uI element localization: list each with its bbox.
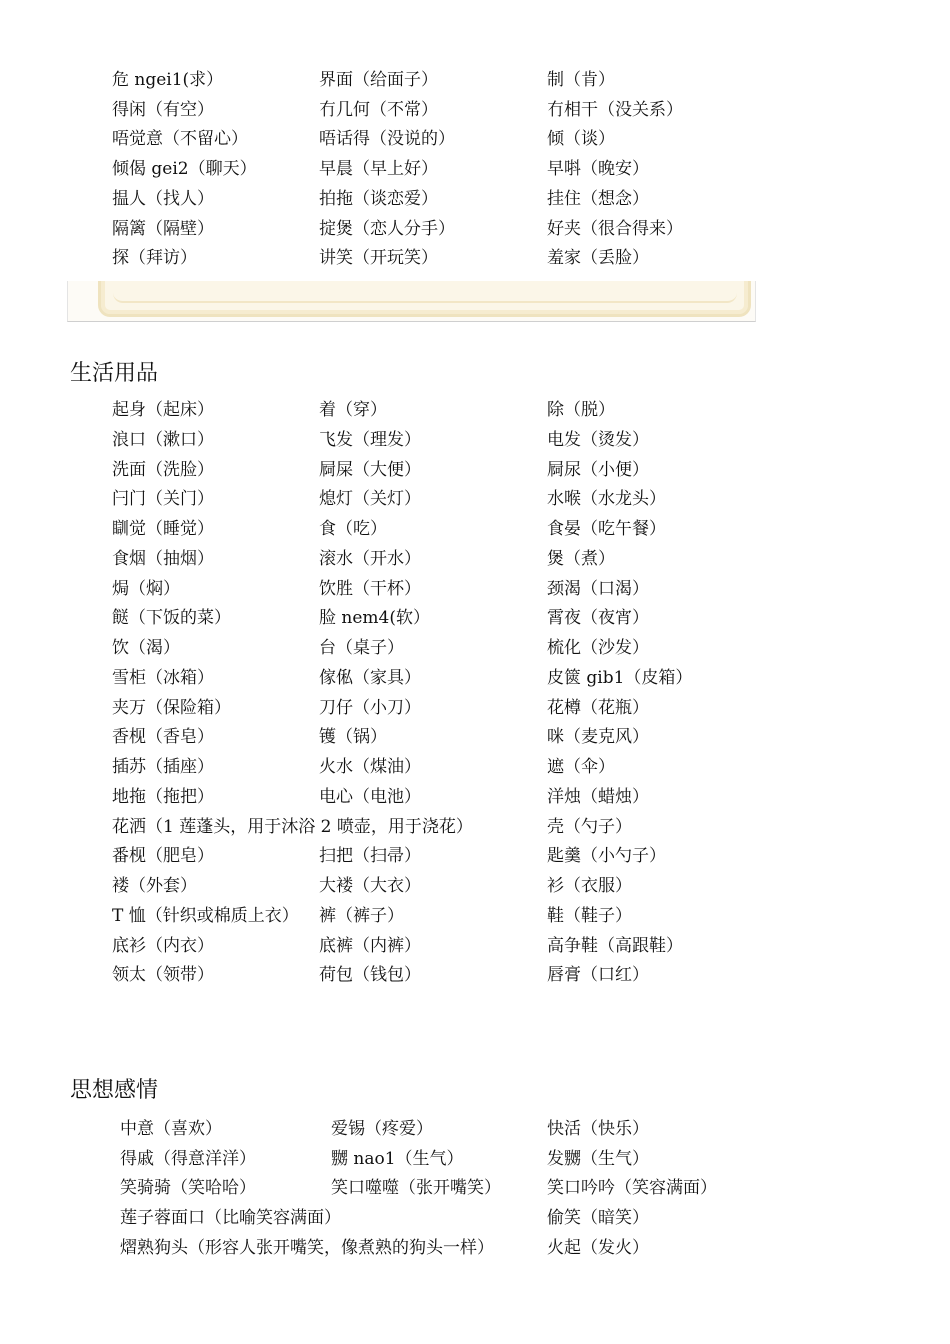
entry-term-col1: 洗面（洗脸）	[112, 459, 214, 480]
entry-term-col3: 咪（麦克风）	[547, 727, 649, 748]
entry-row	[0, 518, 950, 548]
entry-term-col2: 电心（电池）	[319, 786, 421, 807]
entry-term-col3: 笑口吟吟（笑容满面）	[547, 1178, 717, 1199]
entry-row	[0, 218, 950, 248]
entry-row	[0, 637, 950, 667]
decorative-banner	[67, 281, 756, 322]
entry-term-col2: 滚水（开水）	[319, 548, 421, 569]
entry-row	[0, 488, 950, 518]
entry-term-col1: 底衫（内衣）	[112, 935, 214, 956]
entry-row	[0, 548, 950, 578]
entry-term-col2: 裤（裤子）	[319, 905, 404, 926]
entry-term-col3: 屙尿（小便）	[547, 459, 649, 480]
entry-term-col2: 嬲 nao1（生气）	[331, 1148, 464, 1169]
entry-term-col1: 倾偈 gei2（聊天）	[112, 159, 257, 180]
entry-row	[0, 786, 950, 816]
entry-term-col2: 食（吃）	[319, 519, 387, 539]
entry-term-col2: 界面（给面子）	[319, 70, 438, 90]
entry-term-col2: 台（桌子）	[319, 638, 404, 658]
entry-row	[0, 429, 950, 459]
entry-term-col3: 好夹（很合得来）	[547, 218, 683, 239]
entry-row	[0, 816, 950, 846]
section-heading-emotions: 思想感情	[70, 1078, 159, 1103]
entry-term-col2: 熄灯（关灯）	[319, 489, 421, 510]
entry-term-col1: 唔觉意（不留心）	[112, 129, 248, 150]
entry-term-col1: 笑骑骑（笑哈哈）	[120, 1178, 256, 1199]
entry-term-col3: 羞家（丢脸）	[547, 248, 649, 269]
entry-term-col3: 衫（衣服）	[547, 876, 632, 896]
entry-term-col1: 雪柜（冰箱）	[112, 667, 214, 688]
entry-row	[0, 1177, 950, 1207]
entry-term-col1: 熠熟狗头（形容人张开嘴笑，像煮熟的狗头一样）	[120, 1237, 494, 1258]
entry-term-col1: 褛（外套）	[112, 876, 197, 896]
entry-row	[0, 1237, 950, 1267]
entry-term-col3: 火起（发火）	[547, 1237, 649, 1258]
entry-term-col3: 除（脱）	[547, 400, 615, 420]
entry-term-col1: 莲子蓉面口（比喻笑容满面）	[120, 1208, 341, 1229]
entry-row	[0, 964, 950, 994]
entry-term-col1: 餸（下饭的菜）	[112, 608, 231, 629]
entry-row	[0, 1148, 950, 1178]
entry-term-col3: 花樽（花瓶）	[547, 697, 649, 718]
entry-term-col1: 起身（起床）	[112, 400, 214, 420]
entry-row	[0, 459, 950, 489]
entry-term-col1: 危 ngei1(求）	[112, 70, 224, 90]
entry-term-col2: 饮胜（干杯）	[319, 578, 421, 599]
entry-term-col2: 讲笑（开玩笑）	[319, 248, 438, 269]
entry-row	[0, 69, 950, 99]
entry-term-col3: 偷笑（暗笑）	[547, 1208, 649, 1229]
entry-row	[0, 1118, 950, 1148]
entry-term-col1: 食烟（抽烟）	[112, 548, 214, 569]
entry-term-col1: T 恤（针织或棉质上衣）	[112, 905, 299, 926]
entry-row	[0, 128, 950, 158]
entry-term-col2: 脸 nem4(软）	[319, 608, 430, 629]
entry-term-col3: 鞋（鞋子）	[547, 905, 632, 926]
entry-term-col1: 得闲（有空）	[112, 99, 214, 120]
entry-term-col1: 揾人（找人）	[112, 188, 214, 209]
entry-row	[0, 247, 950, 277]
entry-term-col1: 隔篱（隔壁）	[112, 218, 214, 239]
entry-term-col1: 中意（喜欢）	[120, 1119, 222, 1139]
entry-row	[0, 667, 950, 697]
entry-row	[0, 697, 950, 727]
entry-term-col1: 饮（渴）	[112, 638, 180, 658]
entry-term-col3: 水喉（水龙头）	[547, 489, 666, 510]
entry-term-col3: 霄夜（夜宵）	[547, 608, 649, 629]
entry-term-col2: 屙屎（大便）	[319, 459, 421, 480]
entry-term-col3: 挂住（想念）	[547, 188, 649, 209]
entry-term-col2: 冇几何（不常）	[319, 99, 438, 120]
entry-term-col1: 得戚（得意洋洋）	[120, 1148, 256, 1169]
entry-term-col2: 笑口噬噬（张开嘴笑）	[331, 1178, 501, 1199]
entry-row	[0, 399, 950, 429]
entry-term-col1: 插苏（插座）	[112, 757, 214, 777]
entry-term-col2: 傢俬（家具）	[319, 667, 421, 688]
entry-term-col1: 浪口（漱口）	[112, 429, 214, 450]
entry-term-col3: 皮篋 gib1（皮箱）	[547, 667, 693, 688]
entry-term-col1: 番枧（肥皂）	[112, 846, 214, 867]
entry-term-col2: 刀仔（小刀）	[319, 697, 421, 718]
entry-term-col3: 唇膏（口红）	[547, 965, 649, 986]
entry-row	[0, 188, 950, 218]
entry-term-col2: 大褛（大衣）	[319, 876, 421, 896]
entry-term-col2: 镬（锅）	[319, 727, 387, 748]
entry-term-col1: 焗（焖）	[112, 578, 180, 599]
entry-term-col2: 着（穿）	[319, 400, 387, 420]
entry-term-col3: 高争鞋（高跟鞋）	[547, 935, 683, 956]
entry-row	[0, 756, 950, 786]
entry-term-col1: 瞓觉（睡觉）	[112, 519, 214, 539]
entry-term-col3: 煲（煮）	[547, 548, 615, 569]
entry-row	[0, 726, 950, 756]
entry-term-col1: 夹万（保险箱）	[112, 697, 231, 718]
entry-term-col3: 梳化（沙发）	[547, 638, 649, 658]
entry-term-col1: 领太（领带）	[112, 965, 214, 986]
section-heading-daily-items: 生活用品	[70, 361, 159, 386]
entry-term-col1: 花洒（1 莲蓬头，用于沐浴 2 喷壶，用于浇花）	[112, 816, 473, 837]
entry-row	[0, 578, 950, 608]
entry-row	[0, 905, 950, 935]
entry-term-col1: 香枧（香皂）	[112, 727, 214, 748]
entry-term-col3: 壳（勺子）	[547, 816, 632, 837]
entry-term-col3: 倾（谈）	[547, 129, 615, 150]
entry-row	[0, 935, 950, 965]
entry-term-col3: 冇相干（没关系）	[547, 99, 683, 120]
entry-row	[0, 99, 950, 129]
entry-term-col3: 发嬲（生气）	[547, 1148, 649, 1169]
entry-term-col2: 早晨（早上好）	[319, 159, 438, 180]
entry-term-col2: 拍拖（谈恋爱）	[319, 188, 438, 209]
entry-term-col2: 爱锡（疼爱）	[331, 1119, 433, 1139]
entry-row	[0, 845, 950, 875]
entry-term-col3: 制（肯）	[547, 70, 615, 90]
entry-term-col1: 探（拜访）	[112, 248, 197, 269]
entry-term-col3: 颈渴（口渴）	[547, 578, 649, 599]
entry-term-col1: 闩门（关门）	[112, 489, 214, 510]
entry-row	[0, 875, 950, 905]
entry-term-col2: 飞发（理发）	[319, 429, 421, 450]
entry-term-col3: 电发（烫发）	[547, 429, 649, 450]
entry-term-col3: 匙羹（小勺子）	[547, 846, 666, 867]
entry-row	[0, 607, 950, 637]
banner-inner-line	[113, 291, 737, 303]
entry-term-col2: 掟煲（恋人分手）	[319, 218, 455, 239]
entry-row	[0, 158, 950, 188]
entry-term-col1: 地拖（拖把）	[112, 786, 214, 807]
entry-term-col3: 遮（伞）	[547, 757, 615, 777]
entry-term-col2: 扫把（扫帚）	[319, 846, 421, 867]
entry-term-col3: 早唞（晚安）	[547, 159, 649, 180]
entry-term-col2: 火水（煤油）	[319, 757, 421, 777]
entry-term-col3: 食晏（吃午餐）	[547, 519, 666, 539]
entry-term-col3: 洋烛（蜡烛）	[547, 786, 649, 807]
entry-term-col2: 唔话得（没说的）	[319, 129, 455, 150]
entry-row	[0, 1207, 950, 1237]
entry-term-col2: 底裤（内裤）	[319, 935, 421, 956]
entry-term-col2: 荷包（钱包）	[319, 965, 421, 986]
entry-term-col3: 快活（快乐）	[547, 1119, 649, 1139]
